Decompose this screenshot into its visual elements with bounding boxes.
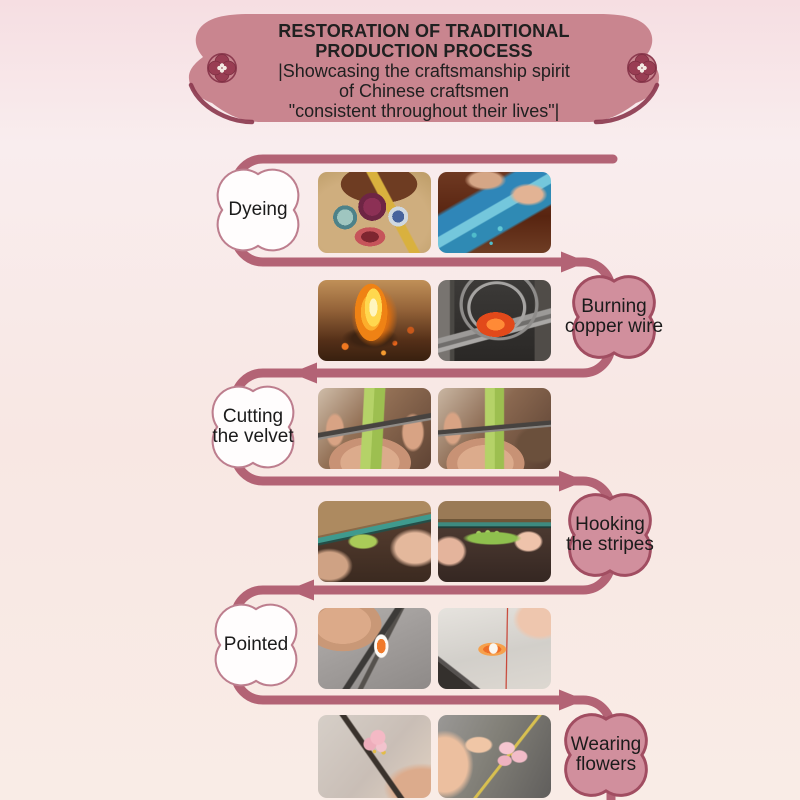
step-label-line: copper wire xyxy=(564,316,664,337)
step-badge-hooking-the-stripes xyxy=(567,492,653,578)
photo-dyeing-2 xyxy=(438,172,551,253)
banner-subtitle-line2: of Chinese craftsmen xyxy=(338,81,510,101)
step-label-line: the stripes xyxy=(566,534,654,555)
step-label-line: Hooking xyxy=(575,514,645,535)
step-label-line: Wearing xyxy=(570,734,642,755)
flow-arrow-left-icon xyxy=(288,580,314,601)
step-label-line: flowers xyxy=(575,754,637,775)
banner-title-line1: RESTORATION OF TRADITIONAL xyxy=(278,21,570,41)
step-label-line: Cutting xyxy=(222,406,284,427)
photo-hooking-the-stripes-2 xyxy=(438,501,551,582)
step-badge-cutting-the-velvet xyxy=(210,384,296,470)
step-badge-pointed xyxy=(213,602,299,688)
flow-arrow-right-icon xyxy=(559,471,585,492)
banner-subtitle-line3: "consistent throughout their lives"| xyxy=(288,101,560,121)
photo-burning-copper-wire-1 xyxy=(318,280,431,361)
step-label-line: Burning xyxy=(581,296,647,317)
step-label-line: the velvet xyxy=(212,426,294,447)
step-badge-burning-copper-wire xyxy=(564,274,664,360)
step-badge-dyeing xyxy=(215,167,301,253)
photo-cutting-the-velvet-2 xyxy=(438,388,551,469)
flow-arrow-left-icon xyxy=(291,363,317,384)
step-label-wearing-flowers xyxy=(563,712,649,798)
photo-wearing-flowers-1 xyxy=(318,715,431,798)
banner-subtitle-line1: |Showcasing the craftsmanship spirit xyxy=(278,61,570,81)
flow-arrow-right-icon xyxy=(561,252,587,273)
flow-path-line xyxy=(235,159,613,800)
flow-arrow-right-icon xyxy=(559,690,585,711)
banner-title-line2: PRODUCTION PROCESS xyxy=(315,40,533,61)
step-badge-wearing-flowers xyxy=(563,712,649,798)
step-label-dyeing xyxy=(215,167,301,253)
step-label-cutting-the-velvet xyxy=(210,384,296,470)
step-label-pointed xyxy=(213,602,299,688)
photo-cutting-the-velvet-1 xyxy=(318,388,431,469)
step-label-hooking-the-stripes xyxy=(567,492,653,578)
photo-dyeing-1 xyxy=(318,172,431,253)
photo-pointed-2 xyxy=(438,608,551,689)
photo-hooking-the-stripes-1 xyxy=(318,501,431,582)
step-label-line: Dyeing xyxy=(228,199,288,220)
photo-wearing-flowers-2 xyxy=(438,715,551,798)
photo-burning-copper-wire-2 xyxy=(438,280,551,361)
step-label-line: Pointed xyxy=(223,634,289,655)
banner-text xyxy=(188,22,660,121)
step-label-burning-copper-wire xyxy=(564,274,664,360)
photo-pointed-1 xyxy=(318,608,431,689)
